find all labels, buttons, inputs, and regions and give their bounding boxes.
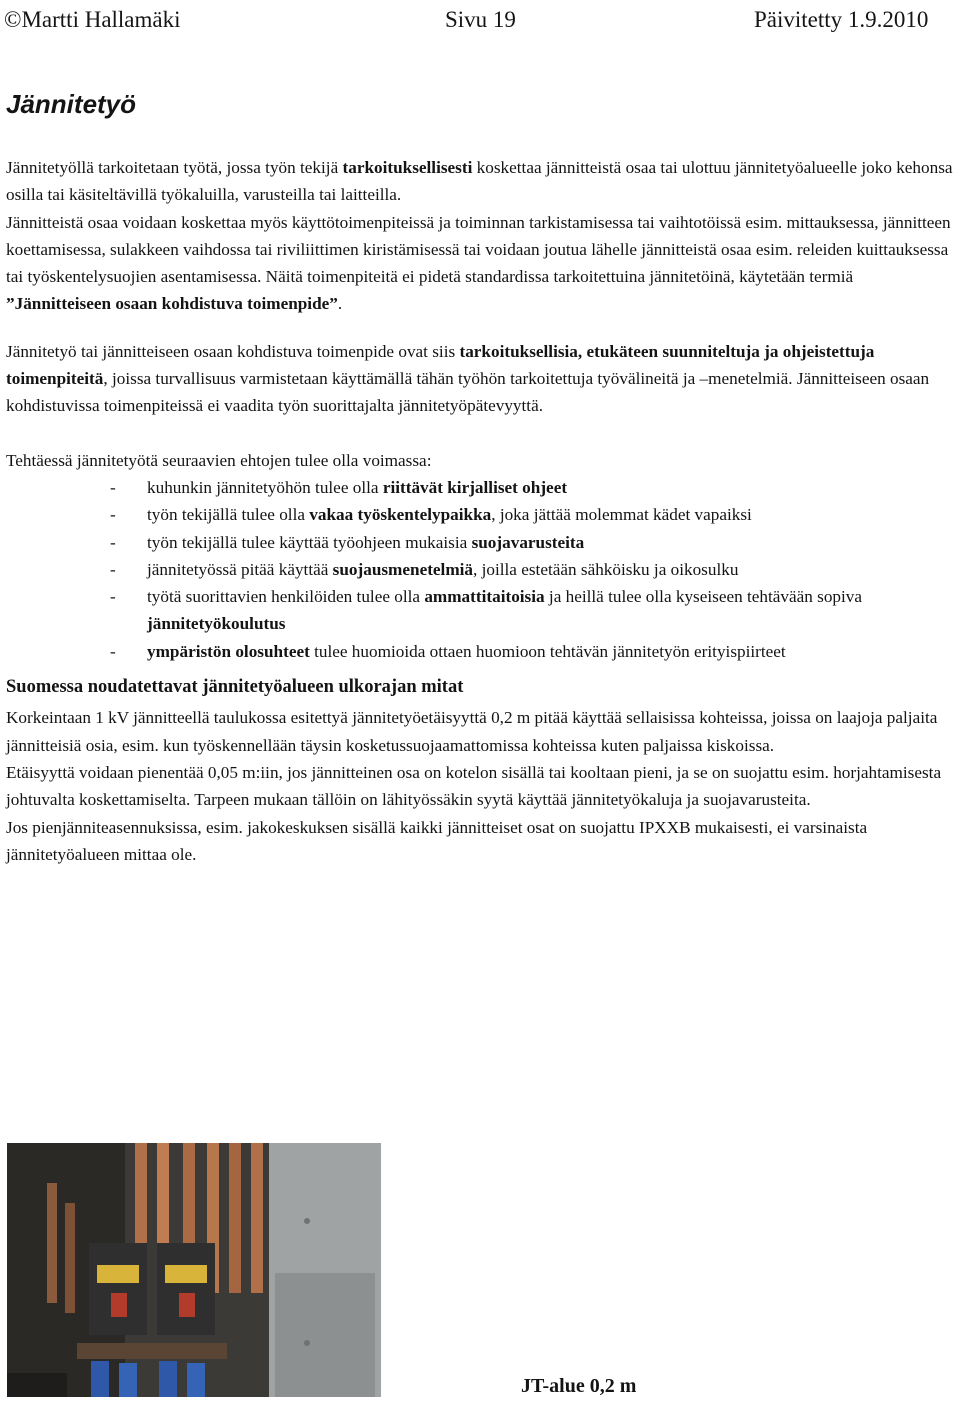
document-body bbox=[6, 154, 956, 868]
cabinet-door-lower bbox=[275, 1273, 375, 1397]
section-heading: Suomessa noudatettavat jännitetyöalueen ulkorajan mitat bbox=[6, 677, 464, 698]
circuit-breaker bbox=[157, 1243, 215, 1335]
busbar bbox=[251, 1143, 263, 1293]
section-paragraph: Korkeintaan 1 kV jännitteellä taulukossa esitettyä jännitetyöetäisyyttä 0,2 m pitää käyttää sellaisissa kohteissa, joissa on laajoja paljaita jännitteisiä osia, esim. kun työskennellään täysin kosketussuojaamattomissa kohteissa kuten paljaissa kiskoissa. bbox=[6, 708, 938, 755]
list-item: - kuhunkin jännitetyöhön tulee olla riittävät kirjalliset ohjeet bbox=[110, 477, 568, 497]
busbar bbox=[229, 1143, 241, 1293]
list-item: - työtä suorittavien henkilöiden tulee olla ammattitaitoisia ja heillä tulee olla kyseiseen tehtävään sopiva jännitetyökoulutus bbox=[110, 587, 862, 634]
blue-terminal bbox=[187, 1363, 205, 1397]
section-paragraph: Jos pienjänniteasennuksissa, esim. jakokeskuksen sisällä kaikki jännitteiset osat on suojattu IPXXB mukaisesti, ei varsinaista jännitetyöalueen mittaa ole. bbox=[6, 817, 868, 864]
section-paragraph: Etäisyyttä voidaan pienentää 0,05 m:iin, jos jännitteinen osa on kotelon sisällä tai kooltaan pieni, ja se on suojattu esim. horjahtamisesta johtuvalta koskettamiselta. Tarpeen mukaan tällöin on lähityössäkin syytä käyttää jännitetyökaluja ja suojavarusteita. bbox=[6, 762, 942, 810]
switchboard-illustration bbox=[7, 1143, 381, 1397]
header-updated-date: Päivitetty 1.9.2010 bbox=[754, 7, 929, 32]
blue-terminal bbox=[91, 1361, 109, 1397]
list-item: - ympäristön olosuhteet tulee huomioida ottaen huomioon tehtävän jännitetyön erityispiirteet bbox=[110, 641, 786, 661]
header-page-number: Sivu 19 bbox=[445, 7, 516, 32]
conditions-intro: Tehtäessä jännitetyötä seuraavien ehtojen tulee olla voimassa: bbox=[6, 450, 432, 470]
list-item: - työn tekijällä tulee käyttää työohjeen mukaisia suojavarusteita bbox=[110, 532, 585, 552]
paragraph-definition: Jännitetyöllä tarkoitetaan työtä, jossa työn tekijä tarkoituksellisesti koskettaa jännitteistä osaa tai ulottuu jännitetyöalueelle joko kehonsa osilla tai käsiteltävillä työkaluilla, varusteilla tai laitteilla. bbox=[6, 158, 953, 205]
blue-terminal bbox=[159, 1361, 177, 1397]
switchboard-photo bbox=[7, 1143, 381, 1397]
paragraph-operations: Jännitteistä osaa voidaan koskettaa myös käyttötoimenpiteissä ja toiminnan tarkistamisessa tai vaihtotöissä esim. mittauksessa, jännitteen koettamisessa, sulakkeen vaihdossa tai riviliittimen kiristämisessä tai voidaan joutua lähelle jännitteistä osaa esim. releiden kuittauksessa tai työskentelysuojien asentamisessa. Näitä toimenpiteitä ei pidetä standardissa tarkoitettuina jännitetöinä, käytetään termiä ”Jännitteiseen osaan kohdistuva toimenpide”. bbox=[6, 212, 951, 314]
header-author: ©Martti Hallamäki bbox=[4, 7, 181, 32]
list-item: - työn tekijällä tulee olla vakaa työskentelypaikka, joka jättää molemmat kädet vapaiksi bbox=[110, 505, 752, 525]
circuit-breaker bbox=[89, 1243, 147, 1335]
photo-caption: JT-alue 0,2 m bbox=[521, 1375, 637, 1397]
page-title: Jännitetyö bbox=[6, 89, 137, 119]
list-item: - jännitetyössä pitää käyttää suojausmenetelmiä, joilla estetään sähköisku ja oikosulku bbox=[110, 559, 739, 579]
blue-terminal bbox=[119, 1363, 137, 1397]
paragraph-planned-work: Jännitetyö tai jännitteiseen osaan kohdistuva toimenpide ovat siis tarkoituksellisia, etukäteen suunniteltuja ja ohjeistettuja toimenpiteitä, joissa turvallisuus varmistetaan käyttämällä tähän työhön tarkoitettuja työvälineitä ja –menetelmiä. Jännitteiseen osaan kohdistuvissa toimenpiteissä ei vaadita työn suorittajalta jännitetyöpätevyyttä. bbox=[6, 341, 930, 416]
page-header bbox=[4, 6, 952, 38]
